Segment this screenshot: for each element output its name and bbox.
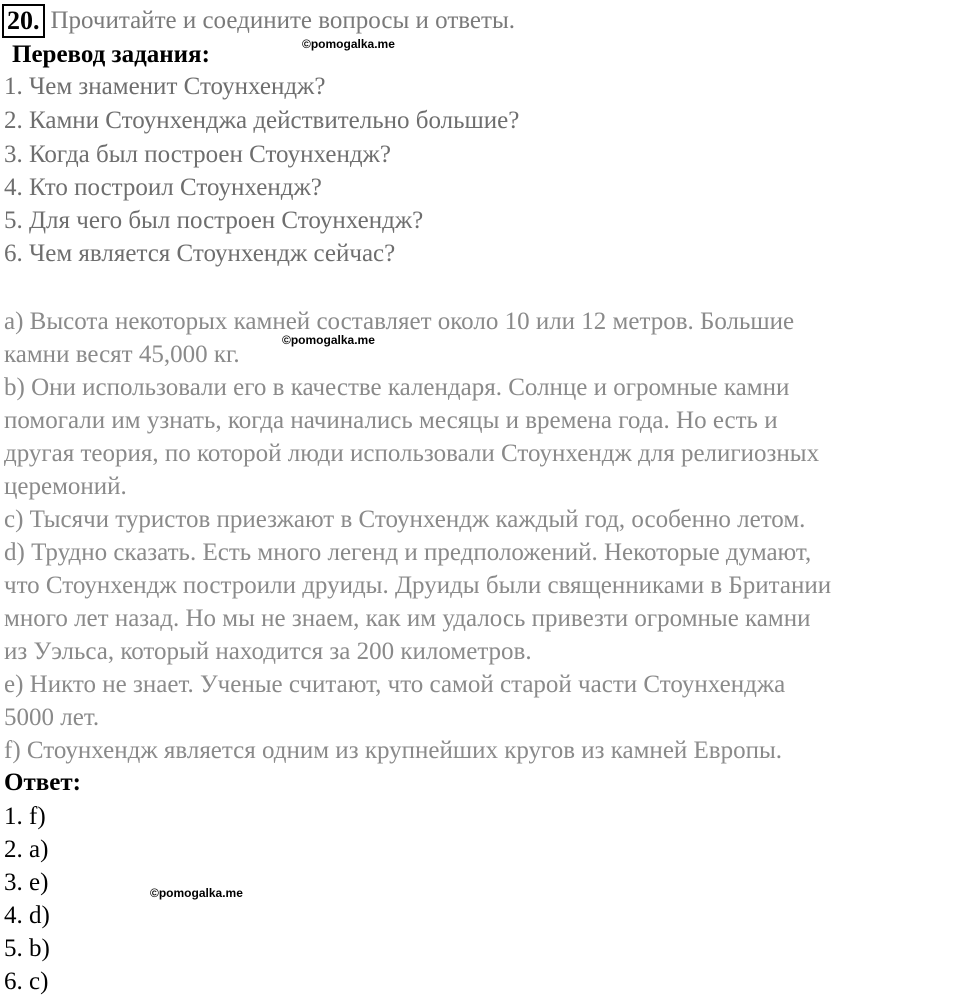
answer-item: 4. d) xyxy=(4,902,50,929)
answer-text-line: b) Они использовали его в качестве календаря. Солнце и огромные камни xyxy=(4,374,790,401)
answer-text-line: e) Никто не знает. Ученые считают, что самой старой части Стоунхенджа xyxy=(4,671,786,698)
watermark: ©pomogalka.me xyxy=(150,886,243,900)
task-number: 20. xyxy=(2,4,45,38)
answer-text-line: помогали им узнать, когда начинались месяцы и времена года. Но есть и xyxy=(4,407,778,434)
answer-text-line: f) Стоунхендж является одним из крупнейших кругов из камней Европы. xyxy=(4,737,783,764)
answer-text-line: из Уэльса, который находится за 200 километров. xyxy=(4,638,532,665)
translation-heading: Перевод задания: xyxy=(12,41,210,68)
answer-item: 1. f) xyxy=(4,803,46,830)
question-line: 3. Когда был построен Стоунхендж? xyxy=(4,141,391,168)
answer-text-line: что Стоунхендж построили друиды. Друиды были священниками в Британии xyxy=(4,572,832,599)
question-line: 2. Камни Стоунхенджа действительно большие? xyxy=(4,107,520,134)
task-header xyxy=(2,4,515,38)
answer-item: 5. b) xyxy=(4,935,50,962)
question-line: 1. Чем знаменит Стоунхендж? xyxy=(4,73,326,100)
answer-item: 6. c) xyxy=(4,968,49,995)
answer-text-line: c) Тысячи туристов приезжают в Стоунхендж каждый год, особенно летом. xyxy=(4,506,806,533)
task-title: Прочитайте и соедините вопросы и ответы. xyxy=(50,7,515,34)
answer-text-line: камни весят 45,000 кг. xyxy=(4,341,240,368)
question-line: 5. Для чего был построен Стоунхендж? xyxy=(4,207,424,234)
answer-text-line: a) Высота некоторых камней составляет около 10 или 12 метров. Большие xyxy=(4,308,795,335)
answer-text-line: 5000 лет. xyxy=(4,704,100,731)
answer-heading: Ответ: xyxy=(4,769,81,796)
answer-text-line: другая теория, по которой люди использовали Стоунхендж для религиозных xyxy=(4,440,820,467)
answer-text-line: церемоний. xyxy=(4,473,127,500)
answer-item: 3. e) xyxy=(4,869,49,896)
answer-text-line: d) Трудно сказать. Есть много легенд и предположений. Некоторые думают, xyxy=(4,539,812,566)
question-line: 6. Чем является Стоунхендж сейчас? xyxy=(4,240,396,267)
watermark: ©pomogalka.me xyxy=(302,37,395,51)
answer-text-line: много лет назад. Но мы не знаем, как им удалось привезти огромные камни xyxy=(4,605,811,632)
watermark: ©pomogalka.me xyxy=(282,333,375,347)
answer-item: 2. a) xyxy=(4,836,49,863)
question-line: 4. Кто построил Стоунхендж? xyxy=(4,174,322,201)
